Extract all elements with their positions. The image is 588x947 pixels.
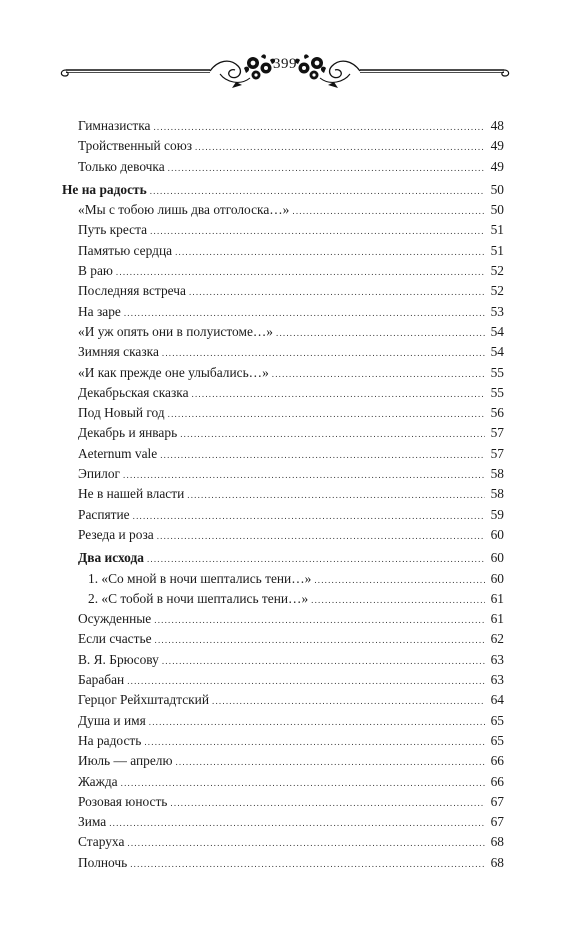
toc-entry-title: Декабрь и январь — [78, 425, 178, 441]
toc-entry — [62, 711, 504, 731]
dot-leader — [168, 404, 485, 424]
toc-entry — [62, 812, 504, 832]
toc-entry — [62, 464, 504, 484]
page-header — [60, 46, 510, 92]
dot-leader — [180, 424, 485, 444]
toc-entry-page: 51 — [490, 222, 504, 238]
toc-entry-page: 65 — [490, 712, 504, 728]
toc-entry-page: 62 — [490, 631, 504, 647]
toc-entry — [62, 484, 504, 504]
toc-entry-title: На заре — [78, 303, 121, 319]
dot-leader — [157, 526, 485, 546]
dot-leader — [276, 323, 485, 343]
toc-entry — [62, 220, 504, 240]
toc-entry — [62, 589, 504, 609]
toc-entry-page: 50 — [490, 202, 504, 218]
dot-leader — [116, 262, 485, 282]
toc-entry-title: Июль — апрелю — [78, 753, 173, 769]
toc-entry-title: Зима — [78, 814, 107, 830]
toc-entry — [62, 363, 504, 383]
toc-entry-page: 60 — [490, 550, 504, 566]
dot-leader — [149, 712, 485, 732]
dot-leader — [192, 384, 485, 404]
toc-entry-page: 63 — [490, 651, 504, 667]
dot-leader — [175, 242, 485, 262]
toc-entry-title: «И как прежде оне улыбались…» — [78, 364, 269, 380]
toc-entry-page: 58 — [490, 486, 504, 502]
toc-entry-title: Жажда — [78, 773, 118, 789]
toc-entry — [62, 403, 504, 423]
toc-entry-title: Только девочка — [78, 158, 165, 174]
toc-entry-page: 67 — [490, 793, 504, 809]
toc-entry-title: Если счастье — [78, 631, 152, 647]
dot-leader — [121, 773, 485, 793]
dot-leader — [130, 854, 485, 874]
toc-entry — [62, 383, 504, 403]
toc-entry-page: 66 — [490, 773, 504, 789]
toc-entry-title: Розовая юность — [78, 793, 168, 809]
toc-entry — [62, 136, 504, 156]
toc-entry — [62, 157, 504, 177]
dot-leader — [155, 630, 485, 650]
dot-leader — [189, 282, 485, 302]
toc-entry-page: 60 — [490, 526, 504, 542]
toc-entry-title: Последняя встреча — [78, 283, 186, 299]
toc-entry-title: Старуха — [78, 834, 125, 850]
toc-entry-title: «Мы с тобою лишь два отголоска…» — [78, 202, 290, 218]
dot-leader — [154, 610, 485, 630]
toc-entry-title: Aeternum vale — [78, 445, 158, 461]
toc-entry-title: Барабан — [78, 672, 125, 688]
toc-entry-page: 51 — [490, 242, 504, 258]
toc-entry-title: Зимняя сказка — [78, 344, 159, 360]
dot-leader — [162, 651, 485, 671]
dot-leader — [147, 549, 485, 569]
toc-entry-page: 54 — [490, 323, 504, 339]
toc-entry-title: В раю — [78, 263, 113, 279]
toc-entry-page: 55 — [490, 384, 504, 400]
toc-entry-page: 61 — [490, 611, 504, 627]
toc-entry — [62, 116, 504, 136]
toc-entry-title: Под Новый год — [78, 405, 165, 421]
dot-leader — [150, 221, 485, 241]
toc-entry — [62, 832, 504, 852]
toc-entry — [62, 629, 504, 649]
toc-entry-title: Путь креста — [78, 222, 148, 238]
toc-entry-title: 2. «С тобой в ночи шептались тени…» — [88, 590, 309, 606]
dot-leader — [195, 137, 485, 157]
toc-entry-page: 68 — [490, 834, 504, 850]
toc-entry-page: 57 — [490, 445, 504, 461]
toc-entry-page: 52 — [490, 263, 504, 279]
toc-entry-page: 49 — [490, 158, 504, 174]
dot-leader — [175, 752, 485, 772]
dot-leader — [272, 364, 485, 384]
dot-leader — [127, 671, 485, 691]
dot-leader — [133, 506, 485, 526]
dot-leader — [168, 158, 485, 178]
toc-entry-title: Полночь — [78, 854, 128, 870]
toc-entry-title: Осужденные — [78, 611, 152, 627]
toc-entry-title: «И уж опять они в полуистоме…» — [78, 323, 273, 339]
toc-entry — [62, 423, 504, 443]
toc-entry-page: 61 — [490, 590, 504, 606]
toc-entry-title: Декабрьская сказка — [78, 384, 189, 400]
dot-leader — [292, 201, 485, 221]
dot-leader — [109, 813, 485, 833]
toc-entry-title: Два исхода — [78, 550, 144, 566]
toc-entry-page: 58 — [490, 466, 504, 482]
toc-entry-title: Душа и имя — [78, 712, 146, 728]
dot-leader — [212, 691, 485, 711]
toc-entry-page: 68 — [490, 854, 504, 870]
toc-entry — [62, 505, 504, 525]
dot-leader — [127, 833, 485, 853]
toc-entry — [62, 609, 504, 629]
toc-entry — [62, 548, 504, 568]
toc-entry — [62, 650, 504, 670]
toc-entry-title: Распятие — [78, 506, 130, 522]
toc-entry — [62, 751, 504, 771]
toc-entry-page: 66 — [490, 753, 504, 769]
toc-entry-page: 64 — [490, 692, 504, 708]
toc-entry-title: В. Я. Брюсову — [78, 651, 159, 667]
toc-entry — [62, 302, 504, 322]
toc-entry — [62, 731, 504, 751]
toc-entry-page: 63 — [490, 672, 504, 688]
page-number: 399 — [273, 56, 297, 72]
toc-entry-page: 67 — [490, 814, 504, 830]
toc-entry-title: 1. «Со мной в ночи шептались тени…» — [88, 570, 312, 586]
dot-leader — [162, 343, 485, 363]
toc-entry-page: 52 — [490, 283, 504, 299]
toc-entry — [62, 690, 504, 710]
dot-leader — [153, 117, 485, 137]
dot-leader — [144, 732, 485, 752]
toc-entry-title: Не на радость — [62, 181, 147, 197]
toc-entry-page: 59 — [490, 506, 504, 522]
toc-entry — [62, 241, 504, 261]
toc-entry-title: Эпилог — [78, 466, 121, 482]
toc-entry-title: Не в нашей власти — [78, 486, 185, 502]
dot-leader — [314, 570, 485, 590]
toc-entry-page: 56 — [490, 405, 504, 421]
dot-leader — [170, 793, 485, 813]
dot-leader — [311, 590, 485, 610]
toc-entry-page: 57 — [490, 425, 504, 441]
toc-entry — [62, 772, 504, 792]
dot-leader — [150, 181, 485, 201]
toc-entry-title: Герцог Рейхштадтский — [78, 692, 210, 708]
toc-entry-title: Памятью сердца — [78, 242, 173, 258]
toc-entry — [62, 670, 504, 690]
toc-entry-page: 49 — [490, 138, 504, 154]
dot-leader — [124, 303, 485, 323]
toc-entry — [62, 569, 504, 589]
dot-leader — [123, 465, 485, 485]
toc-entry-page: 48 — [490, 118, 504, 133]
toc-entry — [62, 261, 504, 281]
toc-entry-title: На радость — [78, 732, 142, 748]
toc-entry-page: 55 — [490, 364, 504, 380]
toc-entry-page: 53 — [490, 303, 504, 319]
toc-entry — [62, 525, 504, 545]
toc-entry-page: 65 — [490, 732, 504, 748]
dot-leader — [187, 485, 485, 505]
toc-entry — [62, 180, 504, 200]
dot-leader — [160, 445, 485, 465]
toc-entry — [62, 444, 504, 464]
toc-entry — [62, 342, 504, 362]
toc-entry-page: 50 — [490, 181, 504, 197]
toc-entry-title: Тройственный союз — [78, 138, 192, 154]
toc-entry-page: 54 — [490, 344, 504, 360]
toc-entry — [62, 792, 504, 812]
toc-entry — [62, 281, 504, 301]
table-of-contents — [62, 116, 504, 873]
toc-entry-title: Гимназистка — [78, 118, 151, 133]
toc-entry — [62, 853, 504, 873]
toc-entry-title: Резеда и роза — [78, 526, 154, 542]
toc-entry — [62, 322, 504, 342]
toc-entry — [62, 200, 504, 220]
toc-entry-page: 60 — [490, 570, 504, 586]
